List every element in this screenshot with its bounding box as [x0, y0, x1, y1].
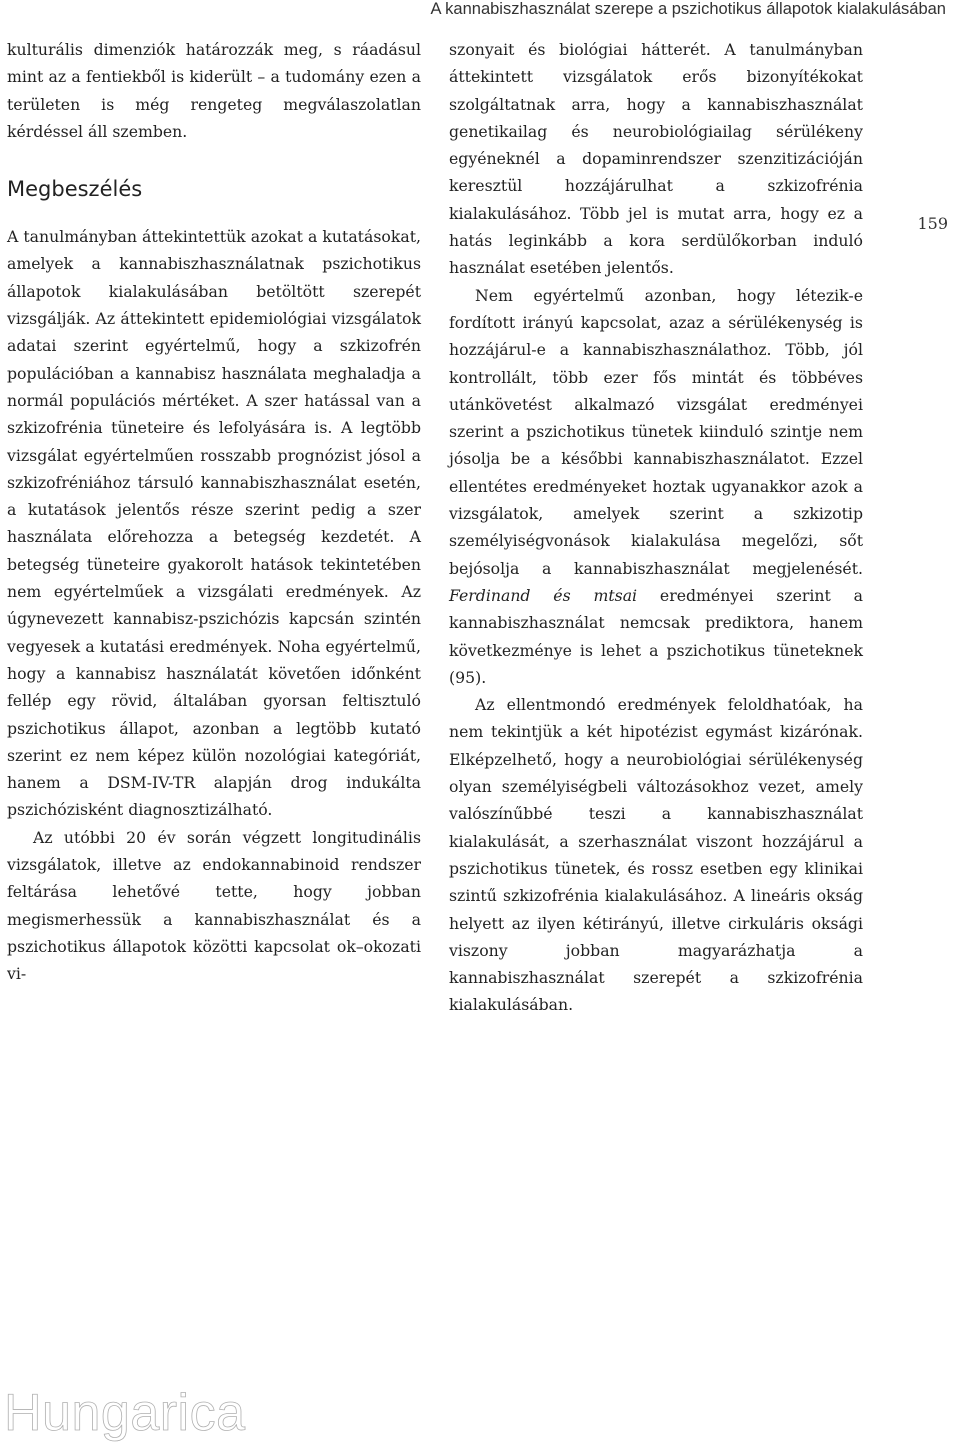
continuation-paragraph: szonyait és biológiai hátterét. A tanulmányban áttekintett vizsgálatok erős bizonyítékokat szolgáltatnak arra, hogy a kannabiszhasználat genetikailag és neurobiológiailag sérülékeny egyéneknél a dopaminrendszer szenzitizációján keresztül hozzájárulhat a szkizofrénia kialakulásához. Több jel is mutat arra, hogy ez a hatás leginkább a kora serdülőkorban induló használat esetében jelentős.	[449, 40, 863, 278]
discussion-paragraph-2: Az utóbbi 20 év során végzett longitudinális vizsgálatok, illetve az endokannabinoid rendszer feltárása lehetővé tette, hogy jobban megismerhessük a kannabiszhasználat és a pszichotikus állapotok közötti kapcsolat ok–okozati vi-	[7, 827, 421, 984]
running-header: A kannabiszhasználat szerepe a pszichotikus állapotok kialakulásában	[430, 0, 946, 18]
discussion-paragraph-4: Az ellentmondó eredmények feloldhatóak, ha nem tekintjük a két hipotézist egymást kizárónak. Elképzelhető, hogy a neurobiológiai sérülékenység olyan személyiségbeli változásokhoz vezet, amely valószínűbbé teszi a kannabiszhasználat kialakulását, a szerhasználat viszont hozzájárul a pszichotikus tünetek, és rossz esetben egy klinikai szintű szkizofrénia kialakulásához. A lineáris okság helyett az ilyen kétirányú, illetve cirkuláris oksági viszony jobban magyarázhatja a kannabiszhasználat szerepét a szkizofrénia kialakulásában.	[449, 695, 863, 1015]
left-column	[7, 36, 421, 988]
section-heading: Megbeszélés	[7, 177, 143, 202]
author-citation: Ferdinand és mtsai	[449, 585, 638, 605]
discussion-paragraph-3	[449, 282, 863, 691]
page-number: 159	[917, 214, 948, 233]
discussion-paragraph-1: A tanulmányban áttekintettük azokat a kutatásokat, amelyek a kannabiszhasználatnak pszichotikus állapotok kialakulásában betöltött szerepét vizsgálják. Az áttekintett epidemiológiai vizsgálatok adatai szerint egyértelmű, hogy a szkizofrén populációban a kannabisz használata meghaladja a normál populációs mértéket. A szer hatással van a szkizofrénia tüneteire és lefolyására is. A legtöbb vizsgálat egyértelműen rosszabb prognózist jósol a szkizofréniához társuló kannabiszhasználat esetén, a kutatások jelentős része szerint pedig a szer használata előrehozza a betegség kezdetét. A betegség tüneteire gyakorolt hatások tekintetében nem egyértelműek a vizsgálati eredmények. Az úgynevezett kannabisz-pszichózis kapcsán szintén vegyesek a kutatási eredmények. Noha egyértelmű, hogy a kannabisz használatát követően időnként fellép egy rövid, általában gyorsan feltisztuló pszichotikus állapot, azonban a legtöbb kutató szerint ez nem képez külön nozológiai kategóriát, hanem a DSM-IV-TR alapján drog indukálta pszichózisként diagnosztizálható.	[7, 227, 421, 820]
right-column	[449, 36, 863, 1019]
intro-paragraph: kulturális dimenziók határozzák meg, s ráadásul mint az a fentiekből is kiderült – a tudomány ezen a területen is még rengeteg megválaszolatlan kérdéssel áll szemben.	[7, 40, 421, 141]
paragraph-3-text-b: eredményei szerint a kannabiszhasználat nemcsak prediktora, hanem következménye is lehet a pszichotikus tüneteknek (95).	[449, 585, 863, 687]
footer-brand-logo: Hungarica	[4, 1384, 246, 1442]
paragraph-3-text-a: Nem egyértelmű azonban, hogy létezik-e fordított irányú kapcsolat, azaz a sérülékenység is hozzájárul-e a kannabiszhasználathoz. Több, jól kontrollált, több ezer fős mintát és többéves utánkövetést alkalmazó vizsgálat eredményei szerint a pszichotikus tünetek kiinduló szintje nem jósolja be a későbbi kannabiszhasználatot. Ezzel ellentétes eredményeket hoztak ugyanakkor azok a vizsgálatok, amelyek szerint a szkizotip személyiségvonások kialakulása megelőzi, sőt bejósolja a kannabiszhasználat megjelenését.	[449, 285, 863, 578]
